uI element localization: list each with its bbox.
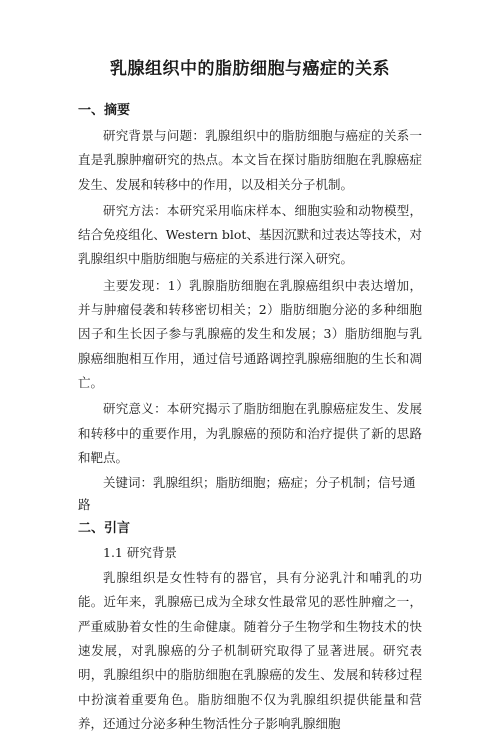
subsection-heading-background: 1.1 研究背景 (103, 545, 177, 561)
intro-paragraph: 乳腺组织是女性特有的器官，具有分泌乳汁和哺乳的功能。近年来，乳腺癌已成为全球女性最常见的恶性肿瘤之一，严重威胁着女性的生命健康。随着分子生物学和生物技术的快速发展，对乳腺癌的分子机制研究取得了显著进展。研究表明，乳腺组织中的脂肪细胞在乳腺癌的发生、发展和转移过程中扮演着重要角色。脂肪细胞不仅为乳腺组织提供能量和营养，还通过分泌多种生物活性分子影响乳腺细胞 (78, 570, 422, 731)
abstract-significance-paragraph: 研究意义：本研究揭示了脂肪细胞在乳腺癌症发生、发展和转移中的重要作用，为乳腺癌的预防和治疗提供了新的思路和靶点。 (78, 401, 422, 465)
keywords-line: 关键词：乳腺组织；脂肪细胞；癌症；分子机制；信号通路 (78, 475, 416, 513)
section-heading-abstract: 一、摘要 (78, 103, 131, 118)
abstract-methods-paragraph: 研究方法：本研究采用临床样本、细胞实验和动物模型，结合免疫组化、Western blot、基因沉默和过表达等技术，对乳腺组织中脂肪细胞与癌症的关系进行深入研究。 (78, 202, 422, 267)
document-title: 乳腺组织中的脂肪细胞与癌症的关系 (110, 59, 390, 79)
abstract-findings-paragraph: 主要发现：1）乳腺脂肪细胞在乳腺癌组织中表达增加，并与肿瘤侵袭和转移密切相关；2）脂肪细胞分泌的多种细胞因子和生长因子参与乳腺癌的发生和发展；3）脂肪细胞与乳腺癌细胞相互作用，通过信号通路调控乳腺癌细胞的生长和凋亡。 (78, 277, 422, 390)
abstract-background-paragraph: 研究背景与问题：乳腺组织中的脂肪细胞与癌症的关系一直是乳腺肿瘤研究的热点。本文旨在探讨脂肪细胞在乳腺癌症发生、发展和转移中的作用，以及相关分子机制。 (78, 128, 422, 192)
section-heading-introduction: 二、引言 (78, 521, 131, 537)
